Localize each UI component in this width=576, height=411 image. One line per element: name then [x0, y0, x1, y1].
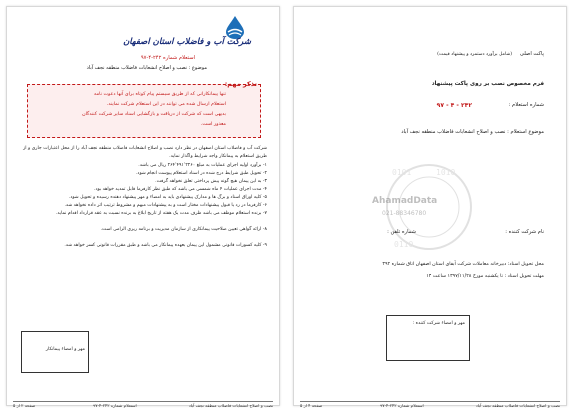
body-paragraph: شرکت آب و فاضلاب استان اصفهان در نظر دارد نصب و اصلاح انشعابات فاضلاب منطقه نجف آباد را از محل اعتبارات جاری و از طریق استعلام به پیمانکار واجد شرایط واگذار نماید. [23, 146, 267, 160]
reminder-line-2: استعلام ارسال شده می توانند در این استعلام شرکت نمایند. [106, 102, 226, 107]
inquiry-subject: موضوع استعلام : نصب و اصلاح انشعابات فاضلاب منطقه نجف آباد [401, 129, 544, 135]
contractor-signature-label: مهر و امضاء پیمانکار [45, 347, 85, 352]
company-name: شرکت آب و فاضلاب استان اصفهان [123, 37, 251, 47]
bidder-name-label: نام شرکت کننده : [505, 229, 544, 235]
item-4: ۴- مدت اجرای عملیات ۴ ماه شمسی می باشد که طبق نظر کارفرما قابل تمدید خواهد بود. [93, 187, 267, 192]
envelope-label: پاکت اصلی [519, 51, 544, 57]
inquiry-number-value: ۲۴۲ - ۴ - ۹۷ [436, 102, 472, 109]
footer-inquiry-left: استعلام شماره ۲۴۲-۴-۹۷ [93, 403, 137, 408]
footer-project-right: نصب و اصلاح انشعابات فاضلاب منطقه نجف آباد [475, 403, 560, 408]
footer-inquiry-right: استعلام شماره ۲۴۲-۴-۹۷ [380, 403, 424, 408]
delivery-place: محل تحویل اسناد: دبیرخانه معاملات شرکت آبفای استان اصفهان اتاق شماره ۳۹۲ [382, 262, 544, 267]
bidder-stamp-label: مهر و امضاء شرکت کننده : [412, 321, 465, 326]
item-5: ۵- کلیه اوراق اسناد و برگ ها و مدارک پیشنهادی باید به امضاء و مهر پیشنهاد دهنده رسیده و تحویل شود. [68, 195, 267, 200]
page-footer-right [300, 401, 560, 408]
phone-label: شماره تلفن : [387, 229, 416, 235]
bidder-stamp-box [386, 315, 470, 361]
form-title: فرم مخصوص نصب بر روی پاکت پیشنهاد [431, 81, 544, 87]
footer-page-number-left: صفحه ۲ از ۵ [13, 403, 36, 408]
contractor-signature-box [21, 331, 89, 373]
document-page-right [293, 6, 567, 406]
item-8: ۸- ارائه گواهی تعیین صلاحیت پیمانکاری از سازمان مدیریت و برنامه ریزی الزامی است. [100, 227, 267, 232]
watermark-phone: 021-88346780 [382, 210, 427, 217]
inquiry-number-label: شماره استعلام : [508, 102, 544, 108]
item-7: ۷- برنده استعلام موظف می باشد ظرف مدت یک هفته از تاریخ ابلاغ به برنده نسبت به عقد قرارداد اقدام نماید. [55, 211, 267, 216]
inquiry-number-title: استعلام شماره ۲۴۲-۴-۹۷ [140, 55, 195, 61]
item-1: ۱- برآورد اولیه اجرای عملیات به مبلغ ۲۶۴٬۴۹۱٬۲۲۶۰ ریال می باشد. [138, 163, 267, 168]
watermark-logo-icon [354, 147, 504, 267]
svg-text:0101: 0101 [392, 168, 412, 177]
item-2: ۲- تحویل طبق شرایط درج شده در اسناد استعلام پیوست انجام شود. [135, 171, 267, 176]
footer-project-left: نصب و اصلاح انشعابات فاضلاب منطقه نجف آباد [188, 403, 273, 408]
item-9: ۹- کلیه کسورات قانونی مشمول این پیمان بعهده پیمانکار می باشد و طبق مقررات قانونی کسر خواهد شد. [64, 243, 267, 248]
reminder-line-3: بدیهی است که شرکت از دریافت و بازگشایی اسناد سایر شرکت کنندگان [82, 112, 226, 117]
reminder-line-4: معذور است. [200, 122, 226, 127]
document-page-left [6, 6, 280, 406]
envelope-note: (شامل برآورد دستمزد و پیشنهاد قیمت) [437, 52, 512, 57]
item-6: ۶- کارفرما در رد یا قبول پیشنهادات مختار است و به پیشنهادات مبهم و مشروط ترتیب اثر داده نخواهد شد. [64, 203, 267, 208]
footer-page-number-right: صفحه ۴ از ۵ [300, 403, 323, 408]
watermark-text: AhamadData [372, 196, 438, 206]
item-3: ۳- به این پیمان هیچ گونه پیش پرداختی تعلق نخواهد گرفت. [155, 179, 267, 184]
reminder-line-1: تنها پیمانکارانی که از طریق سیستم پیام کوتاه برای آنها دعوت نامه [94, 92, 226, 97]
reminder-title: تذکر مهم: [224, 80, 257, 88]
svg-text:1010: 1010 [436, 168, 456, 177]
subject-line: موضوع : نصب و اصلاح انشعابات فاضلاب منطقه نجف آباد [86, 65, 207, 71]
svg-text:0110: 0110 [394, 240, 414, 249]
important-reminder-box [27, 80, 261, 138]
delivery-deadline: مهلت تحویل اسناد : تا یکشنبه مورخ ۱۳۹۷/۱۱/۲۸ ساعت ۱۴ [426, 274, 544, 279]
page-footer-left [13, 401, 273, 408]
